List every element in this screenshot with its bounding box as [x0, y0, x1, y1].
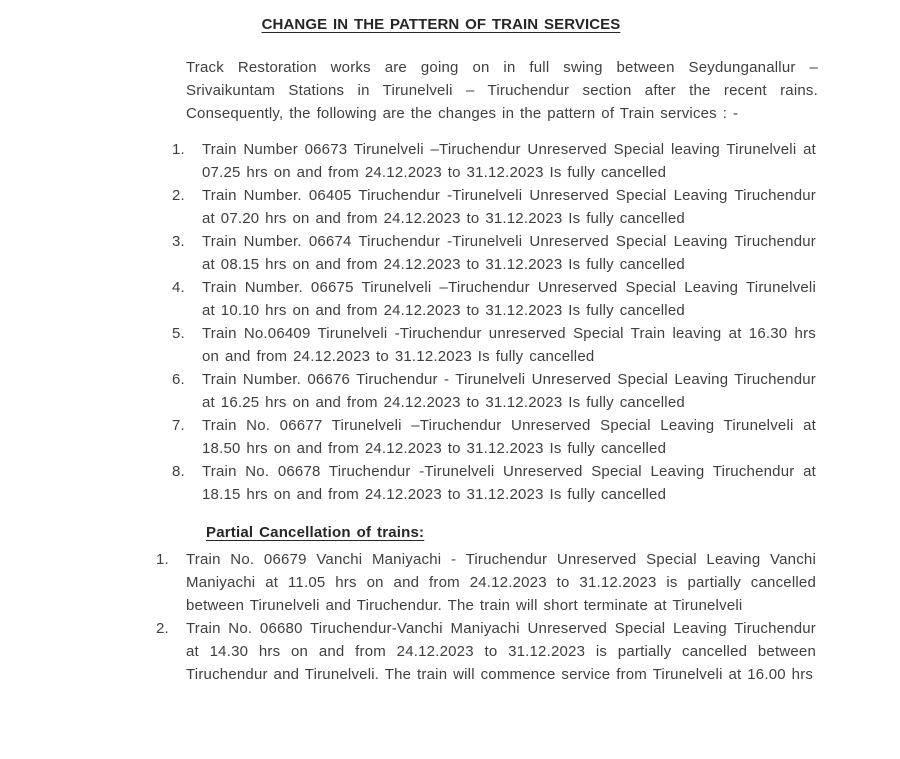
full-cancellation-list: [172, 138, 816, 506]
item-text: Train No.06409 Tirunelveli -Tiruchendur unreserved Special Train leaving at 16.30 hrs on and from 24.12.2023 to 31.12.2023 Is fully cancelled: [202, 325, 816, 365]
list-item: [172, 368, 816, 414]
intro-paragraph: Track Restoration works are going on in full swing between Seydunganallur – Srivaikuntam Stations in Tirunelveli – Tiruchendur section after the recent rains. Consequently, the following are the changes in the pattern of Train services : -: [186, 59, 818, 122]
item-text: Train No. 06677 Tirunelveli –Tiruchendur Unreserved Special Leaving Tirunelveli at 18.50 hrs on and from 24.12.2023 to 31.12.2023 Is fully cancelled: [202, 417, 816, 457]
list-item: [172, 460, 816, 506]
item-number: 2.: [156, 620, 169, 637]
list-item: [172, 184, 816, 230]
list-item: [172, 276, 816, 322]
item-number: 2.: [172, 187, 185, 204]
list-item: [172, 138, 816, 184]
item-number: 7.: [172, 417, 185, 434]
item-number: 1.: [172, 141, 185, 158]
list-item: [156, 548, 816, 617]
item-number: 1.: [156, 551, 169, 568]
item-text: Train No. 06680 Tiruchendur-Vanchi Maniyachi Unreserved Special Leaving Tiruchendur at 14.30 hrs on and from 24.12.2023 to 31.12.2023 is partially cancelled between Tiruchendur and Tirunelveli. The train will commence service from Tirunelveli at 16.00 hrs: [186, 620, 816, 683]
item-text: Train Number. 06675 Tirunelveli –Tiruchendur Unreserved Special Leaving Tirunelveli at 10.10 hrs on and from 24.12.2023 to 31.12.2023 Is fully cancelled: [202, 279, 816, 319]
list-item: [172, 322, 816, 368]
list-item: [172, 414, 816, 460]
item-number: 8.: [172, 463, 185, 480]
partial-cancellation-heading: Partial Cancellation of trains:: [206, 524, 425, 541]
item-number: 5.: [172, 325, 185, 342]
list-item: [156, 617, 816, 686]
partial-cancellation-list: [156, 548, 816, 686]
list-item: [172, 230, 816, 276]
item-number: 3.: [172, 233, 185, 250]
item-text: Train Number 06673 Tirunelveli –Tiruchendur Unreserved Special leaving Tirunelveli at 07.25 hrs on and from 24.12.2023 to 31.12.2023 Is fully cancelled: [202, 141, 816, 181]
item-text: Train Number. 06405 Tiruchendur -Tirunelveli Unreserved Special Leaving Tiruchendur at 07.20 hrs on and from 24.12.2023 to 31.12.2023 Is fully cancelled: [202, 187, 816, 227]
item-number: 4.: [172, 279, 185, 296]
item-text: Train No. 06678 Tiruchendur -Tirunelveli Unreserved Special Leaving Tiruchendur at 18.15 hrs on and from 24.12.2023 to 31.12.2023 Is fully cancelled: [202, 463, 816, 503]
item-number: 6.: [172, 371, 185, 388]
page-title: CHANGE IN THE PATTERN OF TRAIN SERVICES: [261, 16, 621, 33]
item-text: Train No. 06679 Vanchi Maniyachi - Tiruchendur Unreserved Special Leaving Vanchi Maniyachi at 11.05 hrs on and from 24.12.2023 to 31.12.2023 is partially cancelled between Tirunelveli and Tiruchendur. The train will short terminate at Tirunelveli: [186, 551, 816, 614]
item-text: Train Number. 06676 Tiruchendur - Tirunelveli Unreserved Special Leaving Tiruchendur at 16.25 hrs on and from 24.12.2023 to 31.12.2023 Is fully cancelled: [202, 371, 816, 411]
item-text: Train Number. 06674 Tiruchendur -Tirunelveli Unreserved Special Leaving Tiruchendur at 08.15 hrs on and from 24.12.2023 to 31.12.2023 Is fully cancelled: [202, 233, 816, 273]
